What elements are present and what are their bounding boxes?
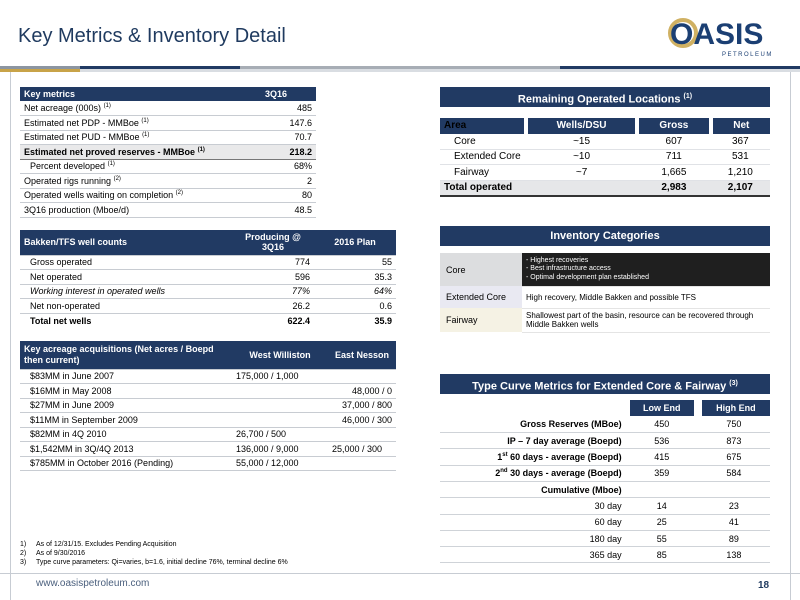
type-curve-table	[440, 400, 770, 563]
table-row-total: Total operated 2,983 2,107	[440, 180, 770, 196]
logo-sub: PETROLEUM	[722, 52, 773, 58]
table-row: 60 day 25 41	[440, 514, 770, 530]
table-header: Area Wells/DSU Gross Net	[440, 118, 770, 134]
table-row: Estimated net PDP - MMBoe $^{(1)}$ 147.6	[20, 116, 316, 131]
table-row: Estimated net PUD - MMBoe $^{(1)}$ 70.7	[20, 130, 316, 145]
left-border	[10, 72, 11, 600]
top-color-bar-2	[0, 69, 800, 72]
remaining-locations-table	[440, 118, 770, 197]
table-header: Low End High End	[440, 400, 770, 416]
footer-line	[0, 573, 800, 574]
type-curve-title: Type Curve Metrics for Extended Core & Fairway $^{(3)}$	[440, 374, 770, 394]
table-row: Net non-operated 26.2 0.6	[20, 299, 396, 314]
table-header	[20, 87, 316, 101]
footer-url[interactable]: www.oasispetroleum.com	[36, 578, 150, 589]
table-row: $82MM in 4Q 2010 26,700 / 500	[20, 427, 396, 442]
page-number: 18	[758, 580, 770, 591]
table-row: $11MM in September 2009 46,000 / 300	[20, 413, 396, 428]
table-row: Estimated net proved reserves - MMBoe $^{(1)}$ 218.2	[20, 145, 316, 160]
table-row: $1,542MM in 3Q/4Q 2013 136,000 / 9,000 25,000 / 300	[20, 442, 396, 457]
remaining-locations-title: Remaining Operated Locations $^{(1)}$	[440, 87, 770, 107]
table-header: Key acreage acquisitions (Net acres / Boepd then current) West Williston East Nesson	[20, 341, 396, 369]
table-row: Extended Core High recovery, Middle Bakken and possible TFS	[440, 286, 770, 308]
table-row: $785MM in October 2016 (Pending) 55,000 / 12,000	[20, 456, 396, 471]
table-row: Core ~15 607 367	[440, 134, 770, 150]
table-row: Extended Core ~10 711 531	[440, 149, 770, 165]
table-row: Operated rigs running $^{(2)}$ 2	[20, 174, 316, 189]
table-row: 30 day 14 23	[440, 498, 770, 514]
table-row: IP – 7 day average (Boepd) 536 873	[440, 433, 770, 449]
oasis-logo	[660, 16, 780, 66]
table-row: Gross Reserves (MBoe) 450 750	[440, 416, 770, 432]
header-cell: Key metrics	[24, 89, 76, 99]
inventory-categories-table	[440, 253, 770, 333]
table-row-total: Total net wells 622.4 35.9	[20, 313, 396, 328]
acquisitions-table	[20, 341, 396, 471]
table-row: Fairway ~7 1,665 1,210	[440, 165, 770, 181]
well-counts-table	[20, 230, 396, 328]
table-row: 3Q16 production (Mboe/d) 48.5	[20, 203, 316, 218]
footnotes: 1) As of 12/31/15. Excludes Pending Acquisition 2) As of 9/30/2016 3) Type curve parameters: Qi=varies, b=1.6, initial decline 76%, terminal decline 6%	[20, 541, 288, 566]
table-row: Fairway Shallowest part of the basin, resource can be recovered through Middle Bakken wells	[440, 308, 770, 332]
table-row: Percent developed $^{(1)}$ 68%	[20, 159, 316, 174]
table-row: $16MM in May 2008 48,000 / 0	[20, 384, 396, 399]
table-row: 365 day 85 138	[440, 547, 770, 563]
table-row: Core - Highest recoveries - Best infrastructure access - Optimal development plan established	[440, 253, 770, 286]
inventory-categories-title: Inventory Categories	[440, 226, 770, 246]
table-header: Bakken/TFS well counts Producing @ 3Q16 2016 Plan	[20, 230, 396, 255]
table-row: $27MM in June 2009 37,000 / 800	[20, 398, 396, 413]
table-row: 2nd 30 days - average (Boepd) 359 584	[440, 465, 770, 481]
key-metrics-table	[20, 87, 316, 218]
right-border	[790, 72, 791, 600]
page-title: Key Metrics & Inventory Detail	[18, 25, 286, 47]
table-row: Cumulative (Mboe)	[440, 481, 770, 497]
table-row: 1st 60 days - average (Boepd) 415 675	[440, 449, 770, 465]
table-row: Net acreage (000s) $^{(1)}$ 485	[20, 101, 316, 116]
header-cell: 3Q16	[264, 89, 288, 99]
table-row: Operated wells waiting on completion $^{(2)}$ 80	[20, 188, 316, 203]
logo-word: OASIS	[670, 18, 764, 51]
table-row: $83MM in June 2007 175,000 / 1,000	[20, 369, 396, 384]
table-row: Working interest in operated wells 77% 64%	[20, 284, 396, 299]
table-row: Net operated 596 35.3	[20, 270, 396, 285]
table-row: Gross operated 774 55	[20, 255, 396, 270]
table-row: 180 day 55 89	[440, 530, 770, 546]
